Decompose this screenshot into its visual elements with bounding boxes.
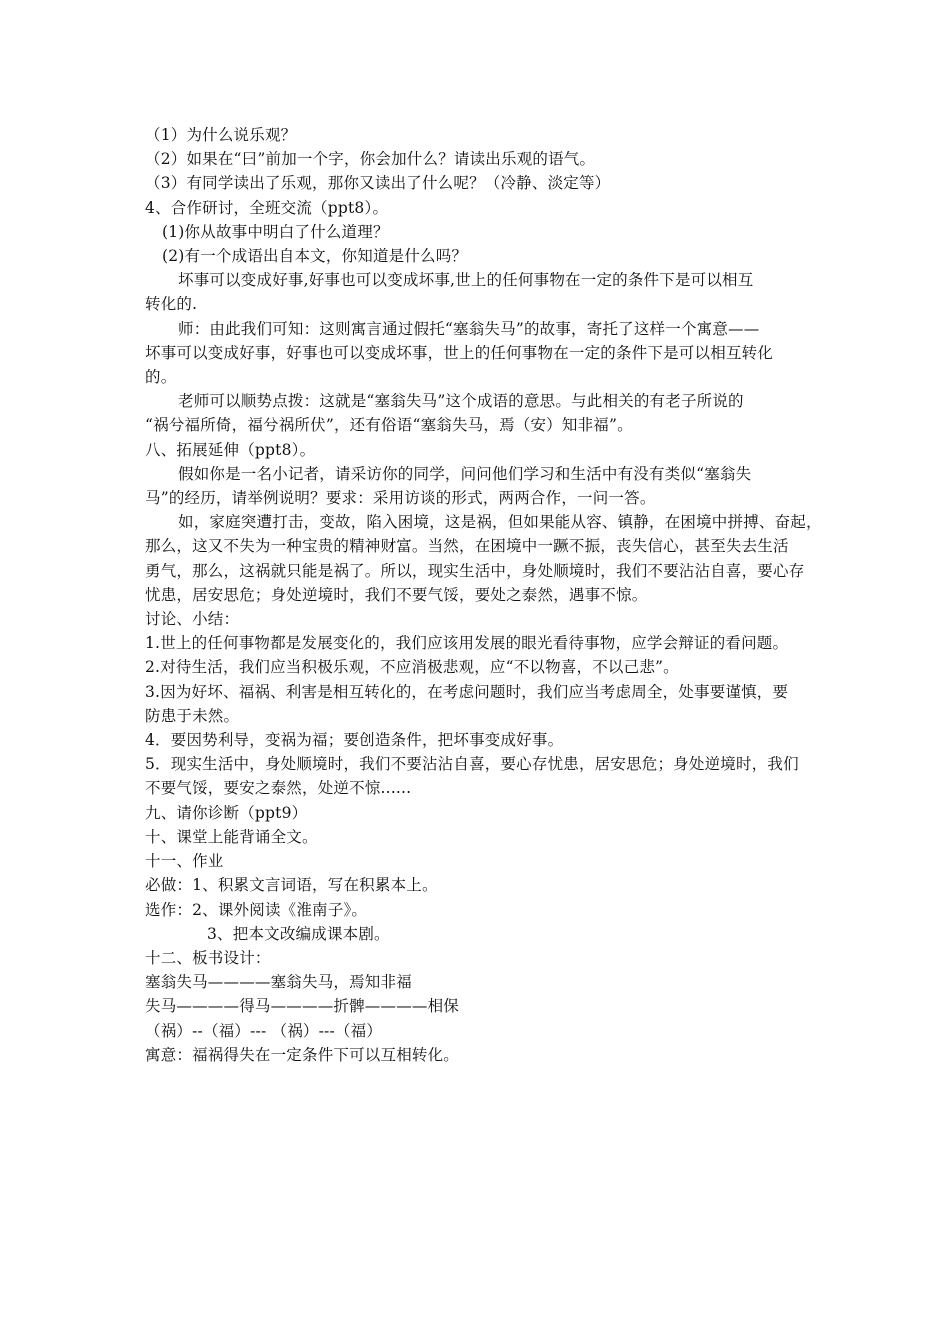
text-line: 假如你是一名小记者，请采访你的同学，问问他们学习和生活中有没有类似“塞翁失 — [178, 464, 752, 483]
text-line: 3、把本文改编成课本剧。 — [207, 924, 390, 943]
text-line: 师：由此我们可知：这则寓言通过假托“塞翁失马”的故事，寄托了这样一个寓意—— — [178, 319, 760, 338]
text-line: 寓意：福祸得失在一定条件下可以互相转化。 — [145, 1045, 460, 1064]
text-line: 十二、板书设计： — [145, 948, 271, 967]
document-body — [145, 123, 825, 1067]
text-line: 3.因为好坏、福祸、利害是相互转化的，在考虑问题时，我们应当考虑周全，处事要谨慎，要 — [145, 682, 789, 701]
text-line: 马”的经历，请举例说明？要求：采用访谈的形式，两两合作，一问一答。 — [145, 489, 656, 508]
text-line: 2.对待生活，我们应当积极乐观，不应消极悲观，应“不以物喜，不以己悲”。 — [145, 658, 679, 677]
text-line: （祸）--（福）--- （祸）---（福） — [145, 1021, 383, 1040]
text-line: 塞翁失马————塞翁失马，焉知非福 — [145, 973, 412, 992]
text-line: (1)你从故事中明白了什么道理？ — [162, 222, 389, 241]
text-line: （3）有同学读出了乐观，那你又读出了什么呢？（冷静、淡定等） — [145, 174, 611, 193]
text-line: 5．现实生活中，身处顺境时，我们不要沾沾自喜，要心存忧患，居安思危；身处逆境时，我们 — [145, 755, 799, 774]
text-line: 坏事可以变成好事,好事也可以变成坏事,世上的任何事物在一定的条件下是可以相互 — [178, 271, 754, 290]
text-line: 十一、作业 — [145, 852, 224, 871]
text-line: 八、拓展延伸（ppt8）。 — [145, 440, 316, 459]
text-line: 选作：2、课外阅读《淮南子》。 — [145, 900, 368, 919]
text-line: 1.世上的任何事物都是发展变化的，我们应该用发展的眼光看待事物，应学会辩证的看问题。 — [145, 634, 789, 653]
text-line: 防患于未然。 — [145, 706, 240, 725]
text-line: 转化的. — [145, 295, 198, 314]
text-line: 那么，这又不失为一种宝贵的精神财富。当然，在困境中一蹶不振，丧失信心，甚至失去生活 — [145, 537, 789, 556]
text-line: 4．要因势利导，变祸为福；要创造条件，把坏事变成好事。 — [145, 731, 564, 750]
text-line: “祸兮福所倚，福兮祸所伏”，还有俗语“塞翁失马，焉（安）知非福”。 — [145, 416, 633, 435]
text-line: 4、合作研讨，全班交流（ppt8）。 — [145, 198, 389, 217]
text-line: 勇气，那么，这祸就只能是祸了。所以，现实生活中，身处顺境时，我们不要沾沾自喜，要心存 — [145, 561, 805, 580]
text-line: 十、课堂上能背诵全文。 — [145, 827, 318, 846]
text-line: 忧患，居安思危；身处逆境时，我们不要气馁，要处之泰然，遇事不惊。 — [145, 585, 648, 604]
text-line: 必做：1、积累文言词语，写在积累本上。 — [145, 876, 438, 895]
text-line: 讨论、小结： — [145, 610, 240, 629]
text-line: 如，家庭突遭打击，变故，陷入困境，这是祸，但如果能从容、镇静，在困境中拼搏、奋起， — [178, 513, 822, 532]
text-line: 的。 — [145, 368, 177, 387]
text-line: 失马————得马————折髀————相保 — [145, 997, 460, 1016]
text-line: （2）如果在“曰”前加一个字，你会加什么？请读出乐观的语气。 — [145, 150, 596, 169]
text-line: 不要气馁，要安之泰然，处逆不惊...... — [145, 779, 412, 798]
text-line: (2)有一个成语出自本文，你知道是什么吗？ — [162, 247, 468, 266]
text-line: 九、请你诊断（ppt9） — [145, 803, 308, 822]
text-line: （1）为什么说乐观？ — [145, 126, 297, 144]
text-line: 坏事可以变成好事，好事也可以变成坏事，世上的任何事物在一定的条件下是可以相互转化 — [145, 343, 774, 362]
text-line: 老师可以顺势点拨：这就是“塞翁失马”这个成语的意思。与此相关的有老子所说的 — [178, 392, 744, 411]
